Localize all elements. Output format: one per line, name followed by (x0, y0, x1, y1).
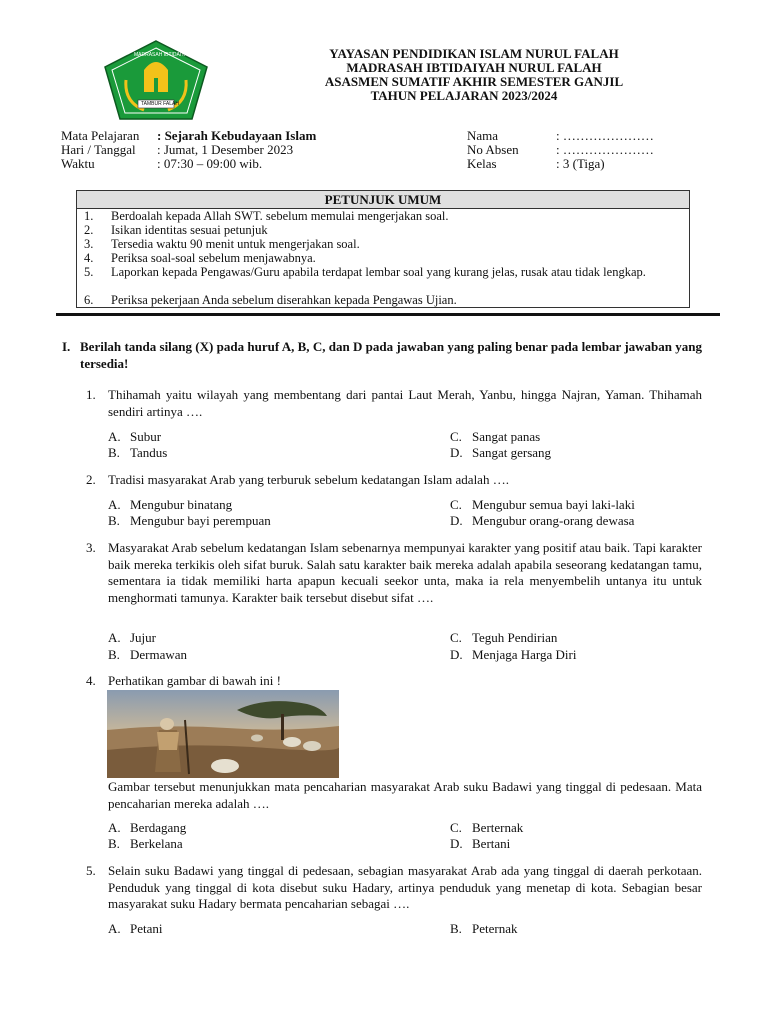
option-d[interactable]: D. Mengubur orang-orang dewasa (450, 513, 635, 528)
option-a[interactable]: A. Mengubur binatang (108, 497, 233, 512)
question-intro: Perhatikan gambar di bawah ini ! (108, 673, 281, 688)
info-label-name: Nama (467, 128, 499, 143)
option-b[interactable]: B. Peternak (450, 921, 518, 936)
option-a[interactable]: A. Subur (108, 429, 162, 444)
instructions-title: PETUNJUK UMUM (77, 191, 689, 209)
info-value-absen: : ………………… (556, 142, 654, 157)
info-value-class: : 3 (Tiga) (556, 156, 605, 171)
option-b[interactable]: B. Dermawan (108, 647, 188, 662)
shepherd-picture (107, 690, 339, 778)
logo-text-bottom: TAMBUR FALAH (141, 101, 179, 107)
info-label-class: Kelas (467, 156, 497, 171)
option-d[interactable]: D. Bertani (450, 836, 511, 851)
header-year: TAHUN PELAJARAN 2023/2024 (370, 88, 558, 103)
option-b[interactable]: B. Berkelana (108, 836, 183, 851)
info-value-name: : ………………… (556, 128, 654, 143)
info-value-time: : 07:30 – 09:00 wib. (157, 156, 263, 171)
header-exam: ASASMEN SUMATIF AKHIR SEMESTER GANJIL (324, 74, 624, 89)
option-a[interactable]: A. Berdagang (108, 820, 187, 835)
header-foundation: YAYASAN PENDIDIKAN ISLAM NURUL FALAH (329, 46, 619, 61)
info-label-absen: No Absen (467, 142, 519, 157)
option-d[interactable]: D. Sangat gersang (450, 445, 552, 460)
option-c[interactable]: C. Berternak (450, 820, 524, 835)
info-value-subject: : Sejarah Kebudayaan Islam (157, 128, 317, 143)
header-divider (56, 313, 720, 316)
option-c[interactable]: C. Mengubur semua bayi laki-laki (450, 497, 635, 512)
info-value-date: : Jumat, 1 Desember 2023 (157, 142, 294, 157)
option-b[interactable]: B. Tandus (108, 445, 168, 460)
header-school: MADRASAH IBTIDAIYAH NURUL FALAH (346, 60, 602, 75)
option-a[interactable]: A. Jujur (108, 630, 156, 645)
option-a[interactable]: A. Petani (108, 921, 163, 936)
logo-text-top: MADRASAH IBTIDAIYAH (134, 52, 192, 58)
info-label-time: Waktu (61, 156, 95, 171)
option-b[interactable]: B. Mengubur bayi perempuan (108, 513, 271, 528)
info-label-subject: Mata Pelajaran (61, 128, 140, 143)
option-d[interactable]: D. Menjaga Harga Diri (450, 647, 577, 662)
info-label-date: Hari / Tanggal (61, 142, 136, 157)
option-c[interactable]: C. Sangat panas (450, 429, 541, 444)
option-c[interactable]: C. Teguh Pendirian (450, 630, 558, 645)
